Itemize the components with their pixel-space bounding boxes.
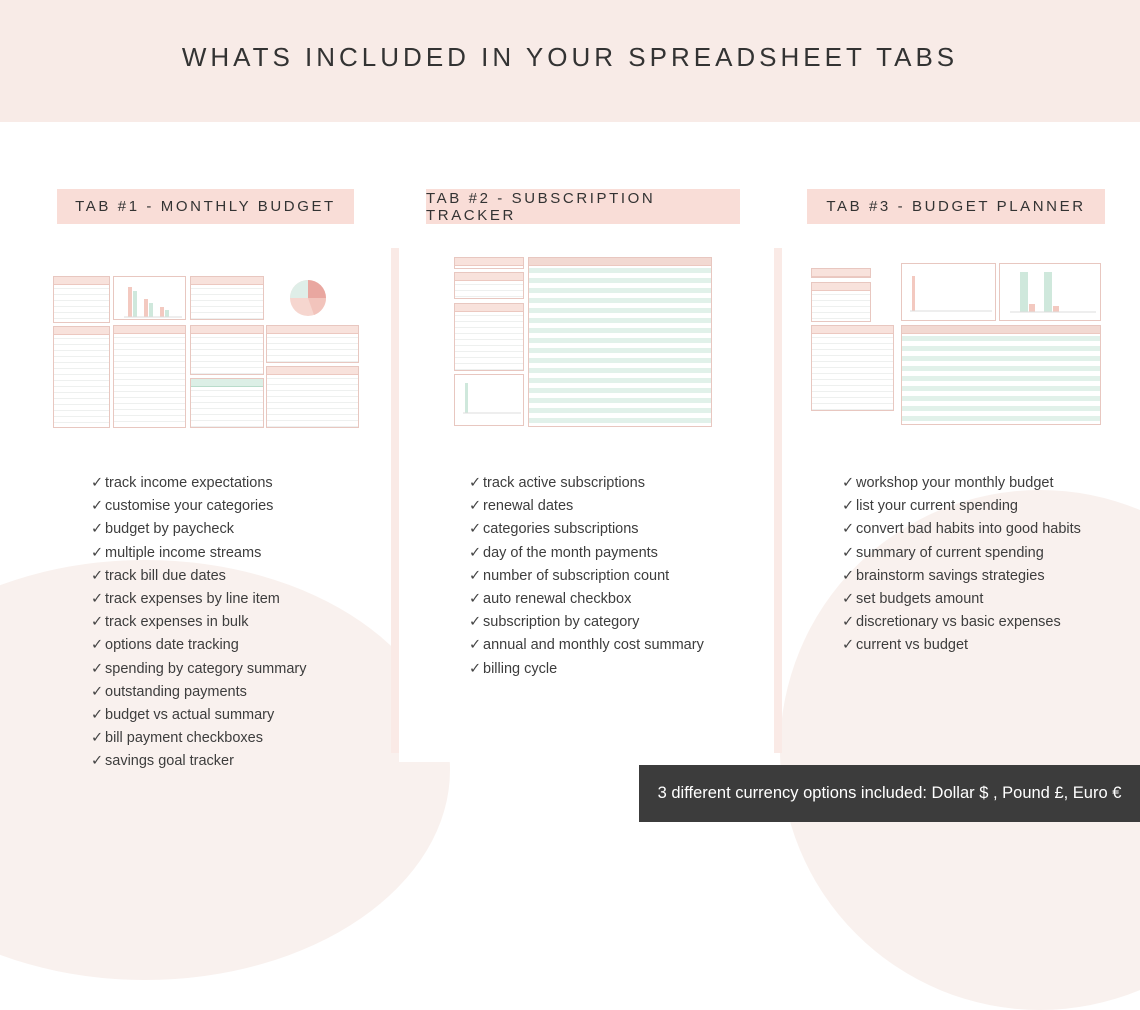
checkmark-icon: ✓	[91, 498, 104, 515]
checkmark-icon: ✓	[842, 544, 855, 561]
feature-list-item	[91, 565, 307, 588]
tab-3-feature-list	[842, 472, 1081, 658]
checkmark-icon: ✓	[469, 475, 482, 491]
checkmark-icon: ✓	[469, 521, 482, 538]
feature-text: bill payment checkboxes	[105, 730, 263, 747]
currency-banner-text: 3 different currency options included: Dollar $ , Pound £, Euro €	[657, 784, 1122, 802]
feature-list-item	[91, 518, 307, 541]
feature-text: track active subscriptions	[483, 475, 645, 491]
checkmark-icon: ✓	[842, 590, 855, 607]
feature-list-item	[91, 681, 307, 704]
preview-panel	[454, 374, 524, 426]
preview-bar-chart	[114, 277, 186, 320]
preview-panel	[901, 263, 996, 321]
feature-text: renewal dates	[483, 498, 574, 515]
preview-panel	[266, 276, 359, 322]
preview-panel	[113, 325, 186, 428]
preview-panel	[454, 257, 524, 269]
feature-list-item	[842, 472, 1081, 495]
feature-text: track expenses in bulk	[105, 614, 249, 631]
preview-panel	[454, 272, 524, 299]
checkmark-icon: ✓	[91, 706, 104, 723]
column-divider-2	[774, 248, 782, 753]
feature-list-item	[469, 588, 704, 611]
tab-3-spreadsheet-preview	[811, 263, 1102, 425]
feature-text: set budgets amount	[856, 590, 984, 607]
feature-text: multiple income streams	[105, 544, 262, 561]
feature-list-item	[469, 495, 704, 518]
preview-panel	[811, 268, 871, 278]
feature-list-item	[91, 611, 307, 634]
feature-text: summary of current spending	[856, 544, 1044, 561]
checkmark-icon: ✓	[91, 544, 104, 561]
checkmark-icon: ✓	[469, 544, 482, 561]
preview-panel	[266, 325, 359, 363]
preview-panel	[266, 366, 359, 428]
feature-text: categories subscriptions	[483, 521, 639, 538]
checkmark-icon: ✓	[91, 590, 104, 607]
checkmark-icon: ✓	[469, 614, 482, 631]
preview-panel	[454, 303, 524, 371]
feature-text: options date tracking	[105, 637, 239, 654]
preview-panel	[528, 257, 712, 427]
preview-panel	[113, 276, 186, 320]
feature-list-item	[469, 518, 704, 541]
feature-text: list your current spending	[856, 498, 1018, 515]
tab-1-spreadsheet-preview	[53, 276, 359, 428]
checkmark-icon: ✓	[91, 660, 104, 677]
column-divider-1	[391, 248, 399, 753]
checkmark-icon: ✓	[91, 614, 104, 631]
checkmark-icon: ✓	[469, 590, 482, 607]
checkmark-icon: ✓	[469, 660, 482, 677]
page-title: WHATS INCLUDED IN YOUR SPREADSHEET TABS	[181, 42, 959, 72]
preview-panel	[999, 263, 1101, 321]
feature-list-item	[842, 588, 1081, 611]
feature-text: customise your categories	[105, 498, 274, 515]
feature-text: auto renewal checkbox	[483, 590, 632, 607]
feature-text: track expenses by line item	[105, 590, 280, 607]
feature-text: annual and monthly cost summary	[483, 637, 704, 654]
tab-2-feature-list	[469, 472, 704, 681]
feature-list-item	[91, 750, 307, 773]
feature-text: spending by category summary	[105, 660, 307, 677]
tab-2-spreadsheet-preview	[454, 257, 712, 427]
checkmark-icon: ✓	[469, 567, 482, 584]
feature-list-item	[842, 495, 1081, 518]
feature-list-item	[842, 611, 1081, 634]
currency-banner	[639, 765, 1140, 822]
tab-2-label	[426, 189, 740, 224]
feature-text: number of subscription count	[483, 567, 670, 584]
preview-panel	[190, 378, 264, 428]
feature-list-item	[469, 542, 704, 565]
checkmark-icon: ✓	[469, 498, 482, 515]
checkmark-icon: ✓	[91, 521, 104, 538]
preview-panel	[53, 276, 110, 323]
feature-text: current vs budget	[856, 637, 969, 654]
preview-panel	[190, 276, 264, 320]
preview-panel	[811, 325, 894, 411]
feature-list-item	[469, 634, 704, 657]
feature-text: day of the month payments	[483, 544, 658, 561]
checkmark-icon: ✓	[469, 637, 482, 654]
tab-3-label-text: TAB #3 - BUDGET PLANNER	[826, 198, 1086, 215]
feature-list-item	[842, 634, 1081, 657]
feature-list-item	[91, 542, 307, 565]
preview-panel	[190, 325, 264, 375]
checkmark-icon: ✓	[842, 614, 855, 631]
tab-1-feature-list	[91, 472, 307, 773]
feature-list-item	[469, 611, 704, 634]
feature-text: track bill due dates	[105, 567, 226, 584]
checkmark-icon: ✓	[91, 567, 104, 584]
feature-list-item	[469, 658, 704, 681]
feature-list-item	[91, 634, 307, 657]
checkmark-icon: ✓	[91, 683, 104, 700]
tab-2-label-text: TAB #2 - SUBSCRIPTION TRACKER	[426, 189, 656, 224]
checkmark-icon: ✓	[842, 475, 855, 491]
feature-text: savings goal tracker	[105, 753, 234, 770]
tab-1-label	[57, 189, 354, 224]
checkmark-icon: ✓	[842, 637, 855, 654]
feature-list-item	[91, 658, 307, 681]
feature-text: discretionary vs basic expenses	[856, 614, 1061, 631]
tab-1-label-text: TAB #1 - MONTHLY BUDGET	[75, 198, 336, 215]
feature-list-item	[842, 565, 1081, 588]
feature-list-item	[91, 704, 307, 727]
checkmark-icon: ✓	[91, 475, 104, 491]
checkmark-icon: ✓	[842, 567, 855, 584]
feature-list-item	[91, 588, 307, 611]
feature-list-item	[842, 518, 1081, 541]
feature-list-item	[91, 495, 307, 518]
feature-list-item	[469, 472, 704, 495]
checkmark-icon: ✓	[842, 498, 855, 515]
preview-bar-chart	[455, 375, 524, 426]
feature-text: outstanding payments	[105, 683, 247, 700]
preview-pie-chart	[266, 276, 359, 322]
feature-text: brainstorm savings strategies	[856, 567, 1045, 584]
feature-text: budget vs actual summary	[105, 706, 275, 723]
feature-list-item	[842, 542, 1081, 565]
preview-panel	[901, 325, 1101, 425]
preview-panel	[53, 326, 110, 428]
page-header	[0, 0, 1140, 122]
feature-text: workshop your monthly budget	[856, 475, 1054, 491]
preview-panel	[811, 282, 871, 322]
preview-bar-chart	[902, 264, 996, 321]
checkmark-icon: ✓	[91, 637, 104, 654]
checkmark-icon: ✓	[91, 730, 104, 747]
feature-list-item	[91, 472, 307, 495]
preview-bar-chart	[1000, 264, 1101, 321]
feature-list-item	[91, 727, 307, 750]
checkmark-icon: ✓	[842, 521, 855, 538]
checkmark-icon: ✓	[91, 753, 104, 770]
feature-list-item	[469, 565, 704, 588]
feature-text: convert bad habits into good habits	[856, 521, 1081, 538]
tab-3-label	[807, 189, 1105, 224]
feature-text: subscription by category	[483, 614, 640, 631]
feature-text: budget by paycheck	[105, 521, 234, 538]
feature-text: billing cycle	[483, 660, 558, 677]
feature-text: track income expectations	[105, 475, 273, 491]
